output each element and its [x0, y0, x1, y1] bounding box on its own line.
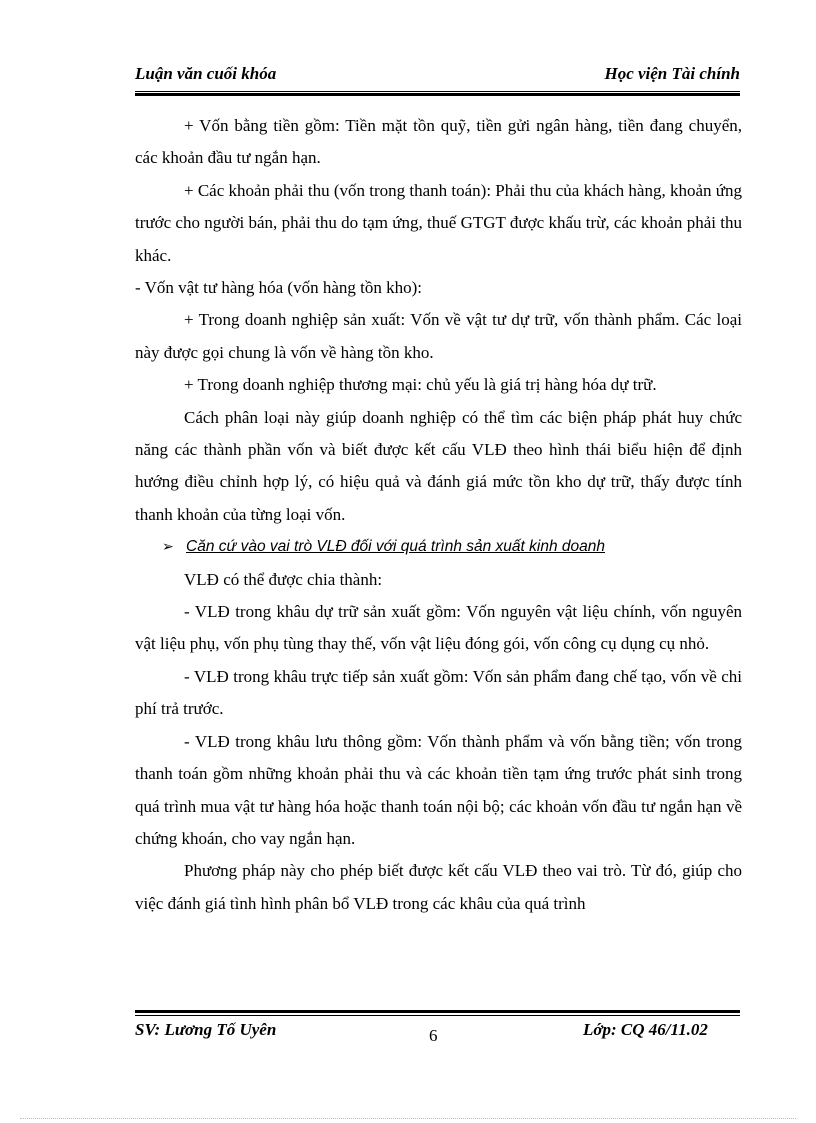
document-body — [135, 110, 742, 920]
footer-student-name: SV: Lương Tố Uyên — [135, 1020, 277, 1039]
footer-rule-thin — [135, 1015, 740, 1016]
page-header — [135, 64, 740, 90]
paragraph-phuong-phap: Phương pháp này cho phép biết được kết cấu VLĐ theo vai trò. Từ đó, giúp cho việc đánh giá tình hình phân bổ VLĐ trong các khâu của quá trình — [135, 861, 742, 913]
page-number: 6 — [429, 1026, 438, 1045]
paragraph-cach-phan-loai: Cách phân loại này giúp doanh nghiệp có thể tìm các biện pháp phát huy chức năng các thành phần vốn và biết được kết cấu VLĐ theo hình thái biểu hiện để định hướng điều chỉnh hợp lý, có hiệu quả và đánh giá mức tồn kho dự trữ, thấy được tính thanh khoản của từng loại vốn. — [135, 407, 742, 524]
paragraph-dn-thuong-mai: + Trong doanh nghiệp thương mại: chủ yếu là giá trị hàng hóa dự trữ. — [184, 375, 657, 395]
paragraph-cac-khoan-phai-thu: + Các khoản phải thu (vốn trong thanh toán): Phải thu của khách hàng, khoản ứng trước cho người bán, phải thu do tạm ứng, thuế GTGT được khấu trừ, các khoản phải thu khác. — [135, 180, 742, 265]
header-right-title: Học viện Tài chính — [604, 64, 740, 83]
paragraph-vld-luu-thong: - VLĐ trong khâu lưu thông gồm: Vốn thành phẩm và vốn bằng tiền; vốn trong thanh toán gồm những khoản phải thu và các khoản tiền tạm ứng trước phát sinh trong quá trình mua vật tư hàng hóa hoặc thanh toán nội bộ; các khoản vốn đầu tư ngắn hạn về chứng khoán, cho vay ngắn hạn. — [135, 731, 742, 848]
header-rule-thin — [135, 91, 740, 92]
header-rule-thick — [135, 93, 740, 96]
paragraph-vld-du-tru: - VLĐ trong khâu dự trữ sản xuất gồm: Vốn nguyên vật liệu chính, vốn nguyên vật liệu phụ, vốn phụ tùng thay thế, vốn vật liệu đóng gói, vốn công cụ dụng cụ nhỏ. — [135, 602, 742, 654]
paragraph-von-bang-tien: + Vốn bằng tiền gồm: Tiền mặt tồn quỹ, tiền gửi ngân hàng, tiền đang chuyển, các khoản đầu tư ngắn hạn. — [135, 116, 742, 168]
bullet-heading — [135, 531, 742, 563]
header-left-title: Luận văn cuối khóa — [135, 64, 277, 83]
arrow-bullet-icon: ➢ — [162, 539, 174, 556]
paragraph-dn-san-xuat: + Trong doanh nghiệp sản xuất: Vốn về vật tư dự trữ, vốn thành phẩm. Các loại này được gọi chung là vốn về hàng tồn kho. — [135, 310, 742, 362]
paragraph-vld-chia-thanh: VLĐ có thể được chia thành: — [184, 569, 383, 589]
footer-class: Lớp: CQ 46/11.02 — [583, 1020, 708, 1039]
paragraph-von-vat-tu: - Vốn vật tư hàng hóa (vốn hàng tồn kho): — [135, 278, 422, 298]
paragraph-vld-san-xuat: - VLĐ trong khâu trực tiếp sản xuất gồm: Vốn sản phẩm đang chế tạo, vốn về chi phí trả trước. — [135, 666, 742, 719]
bullet-heading-text: Căn cứ vào vai trò VLĐ đối với quá trình sản xuất kinh doanh — [186, 538, 605, 556]
footer-rule-thick — [135, 1010, 740, 1013]
page-bottom-dotted-line — [20, 1118, 796, 1119]
